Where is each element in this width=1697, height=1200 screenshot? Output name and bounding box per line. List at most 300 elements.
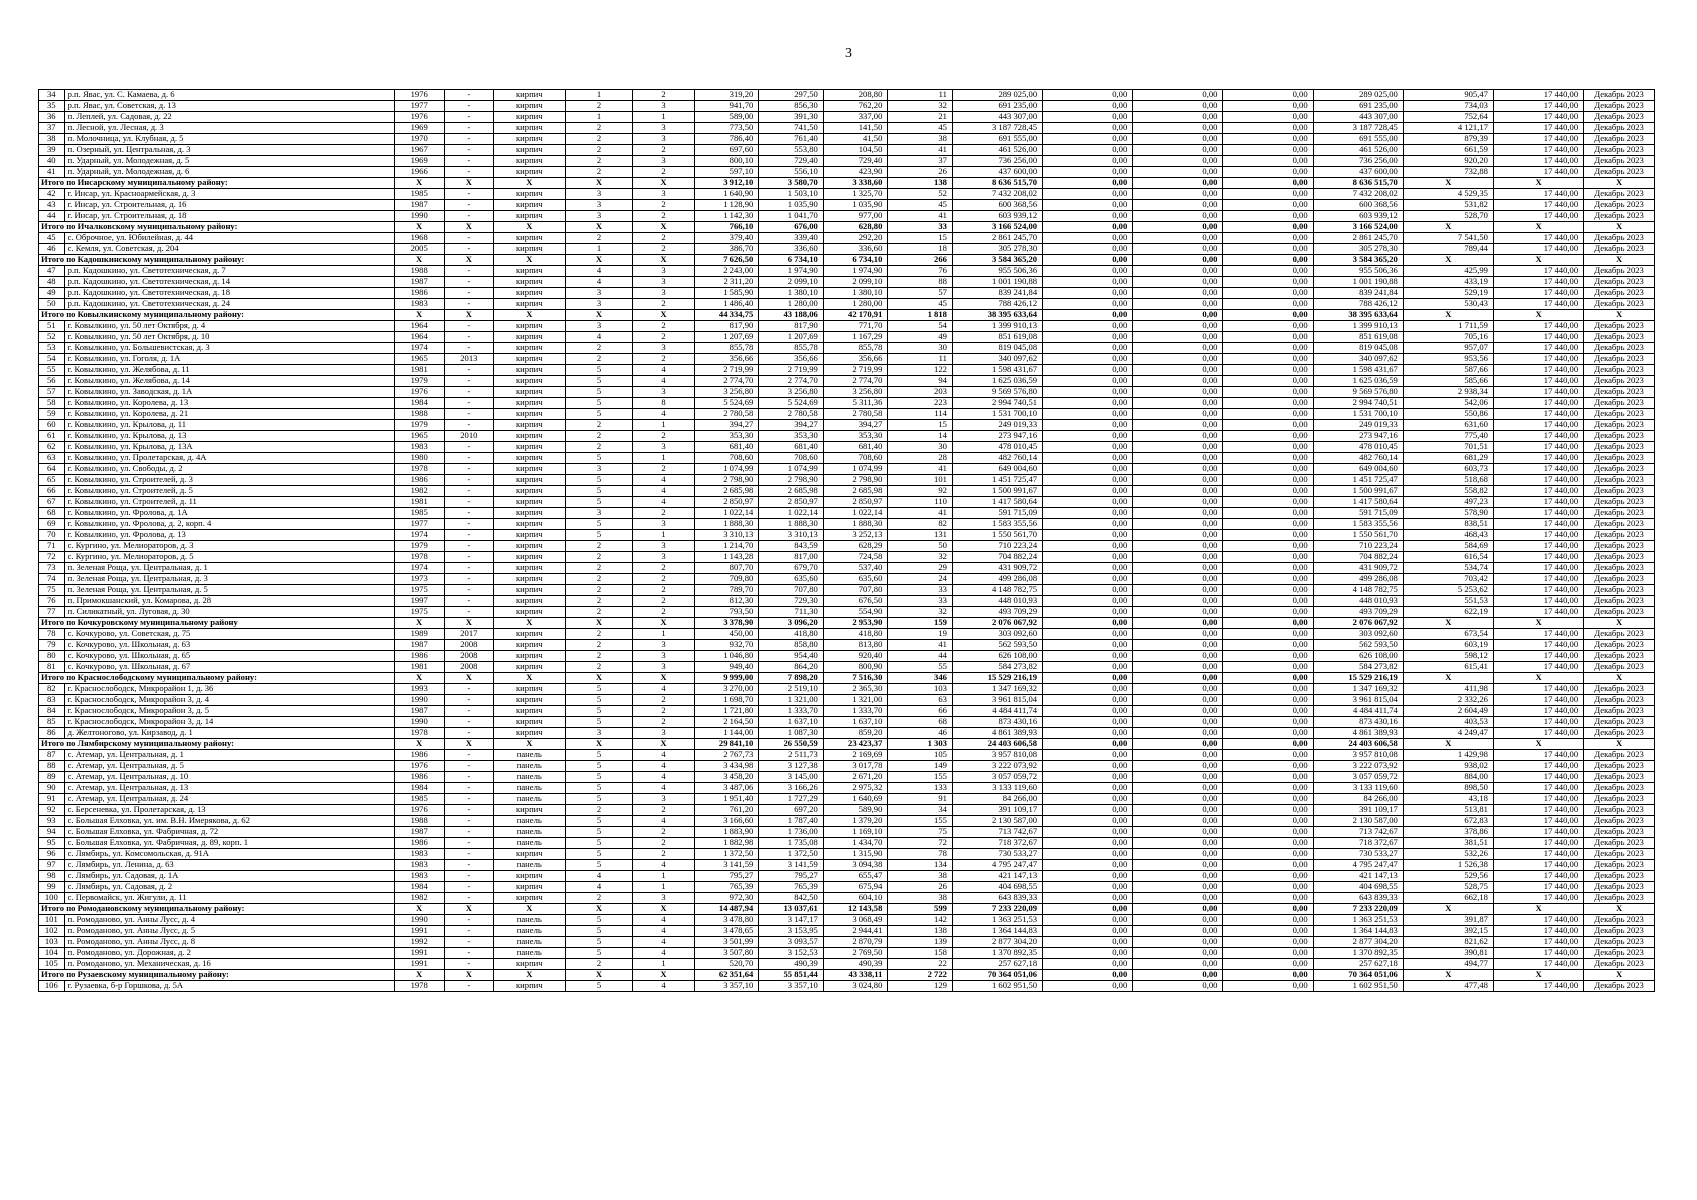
table-cell: 17 440,00	[1493, 717, 1583, 728]
table-cell: кирпич	[493, 332, 565, 343]
table-cell: -	[444, 816, 493, 827]
table-row	[39, 211, 1655, 222]
table-cell: 482 760,14	[1313, 453, 1403, 464]
table-cell: Декабрь 2023	[1584, 145, 1655, 156]
table-cell: кирпич	[493, 200, 565, 211]
table-cell: Декабрь 2023	[1584, 783, 1655, 794]
table-cell: 2	[633, 706, 694, 717]
table-cell: 1970	[394, 134, 444, 145]
table-cell: 1 736,00	[759, 827, 824, 838]
row-number: 61	[39, 431, 65, 442]
table-cell: 2 685,98	[759, 486, 824, 497]
table-cell: Х	[565, 970, 633, 981]
table-cell: 2 130 587,00	[1313, 816, 1403, 827]
table-cell: 0,00	[1043, 717, 1133, 728]
table-cell: Х	[444, 618, 493, 629]
table-cell: 0,00	[1043, 552, 1133, 563]
table-cell: 4	[633, 497, 694, 508]
table-cell: кирпич	[493, 299, 565, 310]
table-cell: 551,53	[1403, 596, 1493, 607]
table-cell: 532,26	[1403, 849, 1493, 860]
table-cell: 1 883,90	[694, 827, 759, 838]
district-total-row	[39, 255, 1655, 266]
table-row	[39, 189, 1655, 200]
table-cell: 709,80	[694, 574, 759, 585]
table-cell: 45	[888, 123, 953, 134]
table-cell: 3 478,65	[694, 926, 759, 937]
table-cell: кирпич	[493, 145, 565, 156]
table-cell: Х	[1403, 739, 1493, 750]
table-cell: Х	[1584, 618, 1655, 629]
table-cell: 851 619,08	[1313, 332, 1403, 343]
table-cell: 404 698,55	[1313, 882, 1403, 893]
table-cell: кирпич	[493, 640, 565, 651]
table-cell: 1 333,70	[759, 706, 824, 717]
table-cell: 628,80	[823, 222, 888, 233]
table-cell: 3 094,38	[823, 860, 888, 871]
table-cell: 114	[888, 409, 953, 420]
table-cell: 1 637,10	[823, 717, 888, 728]
table-cell: 142	[888, 915, 953, 926]
address-cell: г. Ковылкино, ул. Крылова, д. 13А	[64, 442, 394, 453]
table-cell: 3	[633, 794, 694, 805]
table-cell: 2	[633, 90, 694, 101]
table-cell: 0,00	[1043, 695, 1133, 706]
table-cell: 17 440,00	[1493, 464, 1583, 475]
table-cell: 7 233 220,09	[952, 904, 1042, 915]
table-cell: 812,30	[694, 596, 759, 607]
table-cell: 2 604,49	[1403, 706, 1493, 717]
table-cell: 3 434,98	[694, 761, 759, 772]
table-cell: 1992	[394, 937, 444, 948]
table-cell: 0,00	[1133, 750, 1223, 761]
table-cell: 0,00	[1223, 200, 1313, 211]
table-cell: 70 364 051,06	[952, 970, 1042, 981]
table-cell: 17 440,00	[1493, 640, 1583, 651]
table-cell: -	[444, 112, 493, 123]
table-cell: Декабрь 2023	[1584, 343, 1655, 354]
table-row	[39, 585, 1655, 596]
table-cell: 2	[565, 805, 633, 816]
table-cell: -	[444, 398, 493, 409]
row-number: 54	[39, 354, 65, 365]
table-cell: 1 500 991,67	[1313, 486, 1403, 497]
district-total-row	[39, 310, 1655, 321]
table-cell: 17 440,00	[1493, 189, 1583, 200]
table-cell: Декабрь 2023	[1584, 937, 1655, 948]
table-cell: 0,00	[1043, 475, 1133, 486]
district-total-row	[39, 222, 1655, 233]
table-cell: 729,40	[823, 156, 888, 167]
table-cell: 5	[565, 475, 633, 486]
table-cell: -	[444, 750, 493, 761]
table-cell: Х	[1403, 310, 1493, 321]
table-cell: 4	[633, 926, 694, 937]
row-number: 52	[39, 332, 65, 343]
table-cell: 3 068,49	[823, 915, 888, 926]
table-cell: 5	[565, 486, 633, 497]
row-number: 49	[39, 288, 65, 299]
table-row	[39, 629, 1655, 640]
table-cell: 0,00	[1133, 475, 1223, 486]
table-cell: 1 399 910,13	[1313, 321, 1403, 332]
address-cell: п. Зеленая Роща, ул. Центральная, д. 5	[64, 585, 394, 596]
table-cell: 17 440,00	[1493, 882, 1583, 893]
table-cell: 2 850,97	[759, 497, 824, 508]
table-cell: 17 440,00	[1493, 629, 1583, 640]
table-cell: -	[444, 761, 493, 772]
table-cell: 0,00	[1133, 200, 1223, 211]
table-cell: 1 531 700,10	[1313, 409, 1403, 420]
table-cell: Декабрь 2023	[1584, 959, 1655, 970]
table-cell: 0,00	[1223, 387, 1313, 398]
table-cell: 1986	[394, 288, 444, 299]
address-cell: г. Ковылкино, ул. Строителей, д. 3	[64, 475, 394, 486]
table-cell: 0,00	[1043, 772, 1133, 783]
table-cell: 2	[633, 827, 694, 838]
table-cell: 2 685,98	[694, 486, 759, 497]
table-cell: 2	[633, 838, 694, 849]
table-cell: кирпич	[493, 959, 565, 970]
table-cell: 411,98	[1403, 684, 1493, 695]
table-cell: кирпич	[493, 288, 565, 299]
table-cell: 0,00	[1223, 904, 1313, 915]
table-cell: Декабрь 2023	[1584, 761, 1655, 772]
table-cell: Декабрь 2023	[1584, 794, 1655, 805]
table-cell: Декабрь 2023	[1584, 607, 1655, 618]
row-number: 53	[39, 343, 65, 354]
table-cell: 0,00	[1133, 970, 1223, 981]
table-cell: Декабрь 2023	[1584, 860, 1655, 871]
table-cell: 2	[633, 585, 694, 596]
table-cell: кирпич	[493, 871, 565, 882]
table-cell: 0,00	[1043, 266, 1133, 277]
table-cell: 448 010,93	[1313, 596, 1403, 607]
table-cell: -	[444, 915, 493, 926]
table-cell: 616,54	[1403, 552, 1493, 563]
table-cell: 0,00	[1223, 970, 1313, 981]
table-cell: 697,20	[759, 805, 824, 816]
table-cell: 499 286,08	[1313, 574, 1403, 585]
table-cell: 1 035,90	[759, 200, 824, 211]
table-cell: 1 451 725,47	[952, 475, 1042, 486]
table-cell: Декабрь 2023	[1584, 849, 1655, 860]
table-cell: 0,00	[1223, 145, 1313, 156]
table-cell: 2	[633, 211, 694, 222]
table-cell: 3 961 815,04	[952, 695, 1042, 706]
table-cell: 3 584 365,20	[1313, 255, 1403, 266]
table-cell: 643 839,33	[952, 893, 1042, 904]
table-cell: 0,00	[1043, 794, 1133, 805]
table-cell: 38 395 633,64	[952, 310, 1042, 321]
table-cell: 134	[888, 860, 953, 871]
table-cell: Х	[1493, 178, 1583, 189]
table-cell: 3	[633, 519, 694, 530]
table-row	[39, 167, 1655, 178]
table-cell: Декабрь 2023	[1584, 497, 1655, 508]
table-cell: 7 233 220,09	[1313, 904, 1403, 915]
table-cell: 41	[888, 640, 953, 651]
row-number: 48	[39, 277, 65, 288]
table-cell: 1977	[394, 519, 444, 530]
table-cell: Х	[493, 178, 565, 189]
table-cell: Х	[565, 222, 633, 233]
table-cell: 0,00	[1043, 981, 1133, 992]
table-cell: 17 440,00	[1493, 530, 1583, 541]
table-cell: 2 975,32	[823, 783, 888, 794]
table-cell: Декабрь 2023	[1584, 233, 1655, 244]
table-cell: 3 957 810,08	[1313, 750, 1403, 761]
table-row	[39, 761, 1655, 772]
table-cell: 3 187 728,45	[1313, 123, 1403, 134]
table-cell: 0,00	[1043, 178, 1133, 189]
table-cell: 0,00	[1223, 871, 1313, 882]
table-cell: Х	[493, 673, 565, 684]
table-cell: -	[444, 321, 493, 332]
table-row	[39, 387, 1655, 398]
table-cell: 649 004,60	[1313, 464, 1403, 475]
table-cell: 2 519,10	[759, 684, 824, 695]
address-cell: р.п. Кадошкино, ул. Светотехническая, д. 18	[64, 288, 394, 299]
table-cell: 2	[633, 695, 694, 706]
table-cell: Х	[633, 904, 694, 915]
table-cell: 2	[565, 563, 633, 574]
table-cell: 33	[888, 596, 953, 607]
table-cell: Х	[394, 222, 444, 233]
table-cell: 1965	[394, 431, 444, 442]
table-cell: 0,00	[1043, 684, 1133, 695]
table-cell: -	[444, 541, 493, 552]
table-cell: 938,02	[1403, 761, 1493, 772]
table-cell: 585,66	[1403, 376, 1493, 387]
table-cell: 0,00	[1223, 805, 1313, 816]
table-cell: 0,00	[1223, 90, 1313, 101]
table-body	[39, 90, 1655, 992]
table-cell: 679,70	[759, 563, 824, 574]
table-cell: Декабрь 2023	[1584, 541, 1655, 552]
table-cell: 2017	[444, 629, 493, 640]
table-cell: 1 711,59	[1403, 321, 1493, 332]
table-cell: 3 310,13	[694, 530, 759, 541]
table-cell: 2 243,00	[694, 266, 759, 277]
table-cell: 17 440,00	[1493, 563, 1583, 574]
table-cell: 734,03	[1403, 101, 1493, 112]
table-cell: 17 440,00	[1493, 596, 1583, 607]
table-cell: 710 223,24	[952, 541, 1042, 552]
table-cell: 91	[888, 794, 953, 805]
table-cell: 3 153,95	[759, 926, 824, 937]
table-cell: 17 440,00	[1493, 915, 1583, 926]
table-cell: кирпич	[493, 167, 565, 178]
table-cell: Декабрь 2023	[1584, 200, 1655, 211]
table-cell: 1	[565, 90, 633, 101]
table-cell: Х	[1584, 255, 1655, 266]
table-cell: 0,00	[1223, 354, 1313, 365]
table-cell: 2	[565, 343, 633, 354]
table-cell: -	[444, 882, 493, 893]
table-row	[39, 343, 1655, 354]
table-cell: 5	[565, 783, 633, 794]
row-number: 35	[39, 101, 65, 112]
address-cell: с. Атемар, ул. Центральная, д. 24	[64, 794, 394, 805]
table-cell: 839 241,84	[1313, 288, 1403, 299]
table-cell: 158	[888, 948, 953, 959]
table-cell: 1 500 991,67	[952, 486, 1042, 497]
table-cell: 249 019,33	[952, 420, 1042, 431]
table-cell: 17 440,00	[1493, 948, 1583, 959]
table-cell: 337,00	[823, 112, 888, 123]
table-cell: 0,00	[1043, 354, 1133, 365]
table-cell: -	[444, 211, 493, 222]
table-cell: 1981	[394, 497, 444, 508]
table-cell: кирпич	[493, 728, 565, 739]
table-cell: 1 531 700,10	[952, 409, 1042, 420]
table-cell: 0,00	[1223, 849, 1313, 860]
table-cell: 17 440,00	[1493, 475, 1583, 486]
table-cell: 1969	[394, 156, 444, 167]
table-cell: 356,66	[694, 354, 759, 365]
table-cell: 5	[565, 860, 633, 871]
table-cell: 5	[565, 706, 633, 717]
table-cell: 378,86	[1403, 827, 1493, 838]
table-cell: 1 379,20	[823, 816, 888, 827]
table-cell: кирпич	[493, 585, 565, 596]
address-cell: г. Ковылкино, ул. Строителей, д. 5	[64, 486, 394, 497]
table-cell: 2	[633, 321, 694, 332]
table-cell: 807,70	[694, 563, 759, 574]
table-cell: 0,00	[1043, 607, 1133, 618]
table-cell: Декабрь 2023	[1584, 684, 1655, 695]
table-cell: -	[444, 365, 493, 376]
table-cell: 1974	[394, 563, 444, 574]
table-cell: 0,00	[1133, 486, 1223, 497]
table-cell: 2	[565, 662, 633, 673]
row-number: 96	[39, 849, 65, 860]
table-cell: Х	[1403, 178, 1493, 189]
table-cell: 3 378,90	[694, 618, 759, 629]
address-cell: п. Зеленая Роща, ул. Центральная, д. 3	[64, 574, 394, 585]
table-cell: 2	[565, 541, 633, 552]
row-number: 67	[39, 497, 65, 508]
table-cell: 1978	[394, 981, 444, 992]
table-cell: 701,51	[1403, 442, 1493, 453]
table-cell: 12 143,58	[823, 904, 888, 915]
capital-repair-table	[38, 89, 1655, 992]
table-cell: 4	[565, 277, 633, 288]
table-cell: 513,81	[1403, 805, 1493, 816]
table-cell: 32	[888, 552, 953, 563]
table-cell: 819 045,08	[1313, 343, 1403, 354]
table-cell: Декабрь 2023	[1584, 464, 1655, 475]
table-cell: Х	[1493, 255, 1583, 266]
table-cell: -	[444, 486, 493, 497]
table-cell: 1981	[394, 365, 444, 376]
table-cell: 528,75	[1403, 882, 1493, 893]
table-cell: 0,00	[1223, 794, 1313, 805]
table-cell: 76	[888, 266, 953, 277]
table-cell: 2	[565, 123, 633, 134]
table-cell: 0,00	[1043, 574, 1133, 585]
address-cell: п. Ударный, ул. Молодежная, д. 6	[64, 167, 394, 178]
table-cell: 1 347 169,32	[952, 684, 1042, 695]
table-cell: 0,00	[1223, 673, 1313, 684]
table-row	[39, 805, 1655, 816]
table-cell: 3 166,26	[759, 783, 824, 794]
table-cell: -	[444, 134, 493, 145]
table-cell: 558,82	[1403, 486, 1493, 497]
table-cell: 421 147,13	[952, 871, 1042, 882]
table-cell: Х	[1584, 310, 1655, 321]
table-cell: 3	[633, 541, 694, 552]
row-number: 70	[39, 530, 65, 541]
table-cell: 1976	[394, 387, 444, 398]
table-cell: 30	[888, 343, 953, 354]
table-cell: 32	[888, 101, 953, 112]
table-cell: 70 364 051,06	[1313, 970, 1403, 981]
row-number: 99	[39, 882, 65, 893]
table-cell: 2 311,20	[694, 277, 759, 288]
table-cell: 84 266,00	[1313, 794, 1403, 805]
district-total-row	[39, 970, 1655, 981]
table-cell: 4	[633, 981, 694, 992]
row-number: 72	[39, 552, 65, 563]
table-cell: 0,00	[1223, 112, 1313, 123]
row-number: 60	[39, 420, 65, 431]
table-cell: 1974	[394, 343, 444, 354]
table-cell: 1 550 561,70	[1313, 530, 1403, 541]
address-cell: п. Ромоданово, ул. Анны Лусс, д. 8	[64, 937, 394, 948]
table-cell: 17 440,00	[1493, 541, 1583, 552]
table-cell: 765,39	[694, 882, 759, 893]
table-cell: Декабрь 2023	[1584, 365, 1655, 376]
address-cell: п. Примокшанский, ул. Комарова, д. 28	[64, 596, 394, 607]
table-cell: кирпич	[493, 211, 565, 222]
table-cell: панель	[493, 816, 565, 827]
table-cell: Декабрь 2023	[1584, 321, 1655, 332]
table-cell: 44	[888, 651, 953, 662]
table-row	[39, 123, 1655, 134]
table-cell: 2 774,70	[694, 376, 759, 387]
row-number: 76	[39, 596, 65, 607]
table-cell: 789,70	[694, 585, 759, 596]
table-cell: 1964	[394, 332, 444, 343]
table-row	[39, 321, 1655, 332]
table-cell: Х	[394, 970, 444, 981]
table-cell: 289 025,00	[1313, 90, 1403, 101]
table-cell: Х	[1584, 739, 1655, 750]
table-cell: 43 188,06	[759, 310, 824, 321]
table-cell: 1990	[394, 211, 444, 222]
table-cell: 1980	[394, 453, 444, 464]
table-cell: кирпич	[493, 981, 565, 992]
table-cell: 17 440,00	[1493, 827, 1583, 838]
table-cell: -	[444, 860, 493, 871]
row-number: 101	[39, 915, 65, 926]
table-cell: 3	[633, 640, 694, 651]
table-row	[39, 354, 1655, 365]
table-cell: Х	[633, 673, 694, 684]
table-cell: 5	[565, 926, 633, 937]
table-cell: 103	[888, 684, 953, 695]
table-cell: 1978	[394, 552, 444, 563]
table-cell: 2 861 245,70	[1313, 233, 1403, 244]
table-cell: 17 440,00	[1493, 937, 1583, 948]
table-cell: 584 273,82	[1313, 662, 1403, 673]
table-cell: кирпич	[493, 244, 565, 255]
table-cell: 0,00	[1043, 112, 1133, 123]
table-cell: 490,39	[759, 959, 824, 970]
table-cell: 24 403 606,58	[1313, 739, 1403, 750]
